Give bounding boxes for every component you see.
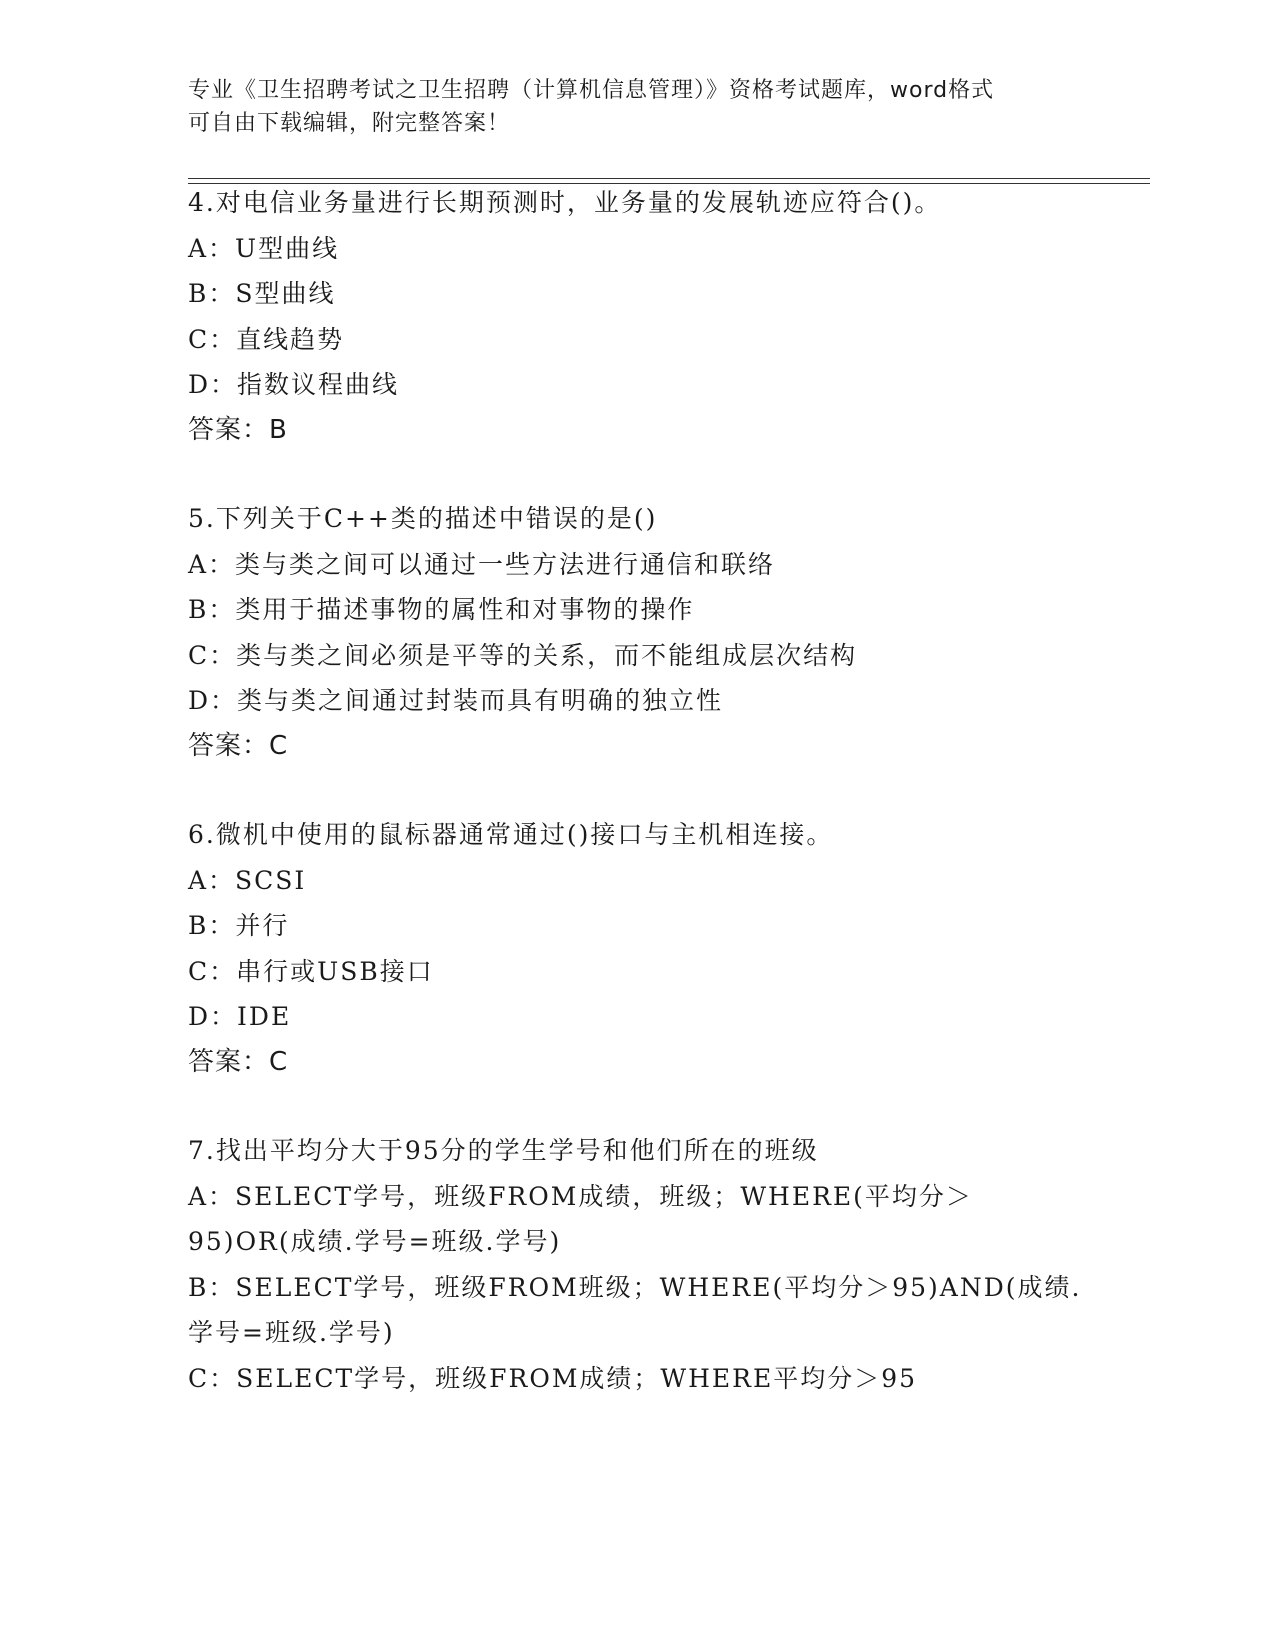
- header-divider-top: [188, 178, 1150, 179]
- option-c: C：SELECT学号，班级FROM成绩；WHERE平均分＞95: [188, 1363, 918, 1393]
- question-stem: 4.对电信业务量进行长期预测时，业务量的发展轨迹应符合()。: [188, 188, 942, 217]
- question-6: [188, 812, 1088, 1085]
- option-c: C：直线趋势: [188, 324, 345, 354]
- question-stem: 7.找出平均分大于95分的学生学号和他们所在的班级: [188, 1136, 819, 1165]
- option-a: A：类与类之间可以通过一些方法进行通信和联络: [188, 549, 776, 579]
- option-a: A：U型曲线: [188, 233, 340, 263]
- answer-label: 答案：B: [188, 414, 288, 445]
- option-d: D：类与类之间通过封装而具有明确的独立性: [188, 686, 724, 715]
- option-b: B：类用于描述事物的属性和对事物的操作: [188, 595, 695, 624]
- document-header: [188, 74, 1088, 140]
- question-4: [188, 180, 1088, 453]
- option-b: B：并行: [188, 911, 290, 940]
- option-a: A：SCSI: [188, 865, 307, 895]
- option-c: C：串行或USB接口: [188, 956, 434, 986]
- answer-label: 答案：C: [188, 730, 289, 761]
- option-d: D：IDE: [188, 1002, 292, 1031]
- option-b: B：S型曲线: [188, 279, 336, 308]
- header-line-2: 可自由下载编辑，附完整答案！: [188, 111, 511, 136]
- question-7: [188, 1128, 1088, 1401]
- answer-label: 答案：C: [188, 1046, 289, 1077]
- question-stem: 5.下列关于C++类的描述中错误的是(): [188, 504, 658, 533]
- option-d: D：指数议程曲线: [188, 370, 400, 399]
- question-5: [188, 496, 1088, 769]
- option-c: C：类与类之间必须是平等的关系，而不能组成层次结构: [188, 640, 858, 670]
- option-a: A：SELECT学号，班级FROM成绩，班级；WHERE(平均分＞95)OR(成绩.学号=班级.学号): [188, 1181, 973, 1256]
- question-stem: 6.微机中使用的鼠标器通常通过()接口与主机相连接。: [188, 820, 834, 849]
- option-b: B：SELECT学号，班级FROM班级；WHERE(平均分＞95)AND(成绩.学号=班级.学号): [188, 1272, 1082, 1347]
- header-line-1: 专业《卫生招聘考试之卫生招聘（计算机信息管理）》资格考试题库，word格式: [188, 78, 995, 103]
